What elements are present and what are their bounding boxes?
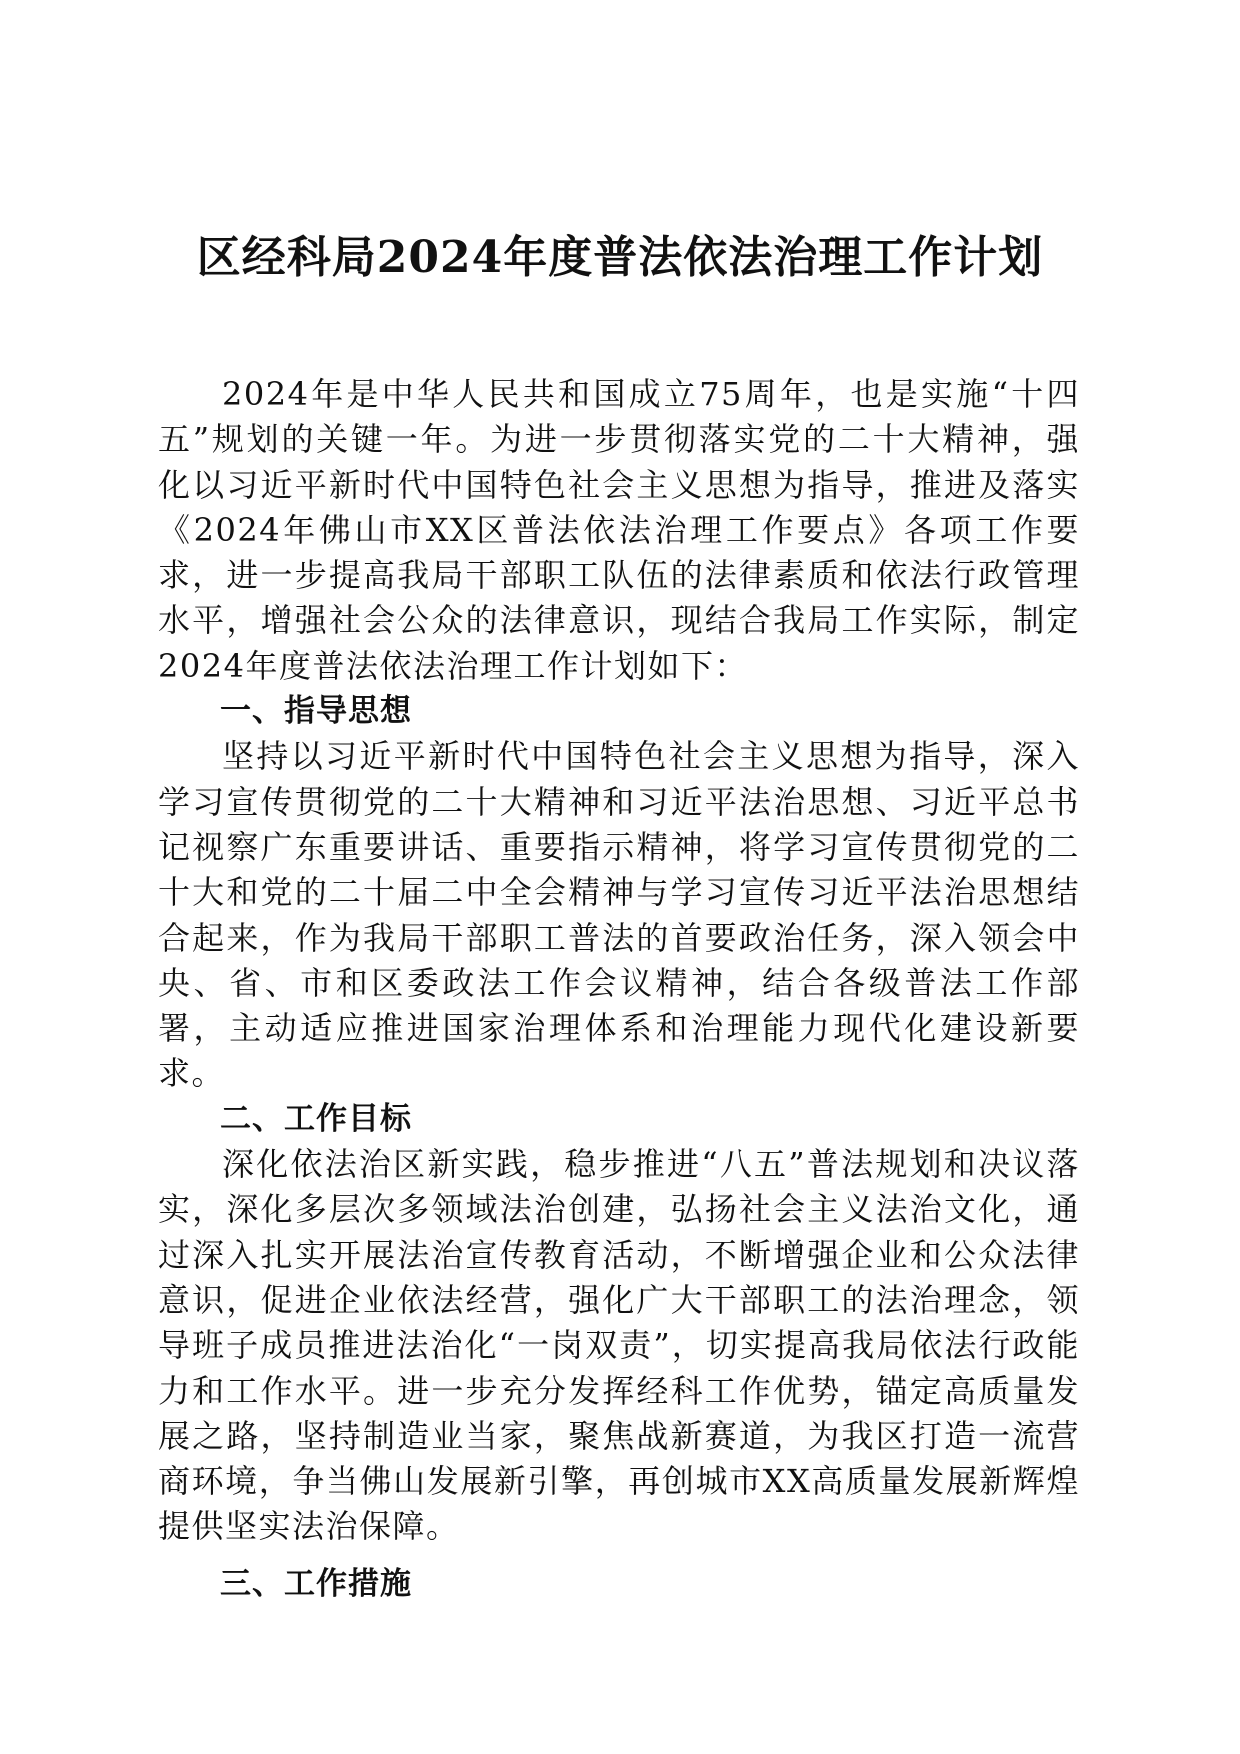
intro-paragraph: 2024年是中华人民共和国成立75周年，也是实施“十四五”规划的关键一年。为进一步贯彻落实党的二十大精神，强化以习近平新时代中国特色社会主义思想为指导，推进及落实《2024年佛山市XX区普法依法治理工作要点》各项工作要求，进一步提高我局干部职工队伍的法律素质和依法行政管理水平，增强社会公众的法律意识，现结合我局工作实际，制定2024年度普法依法治理工作计划如下：	[158, 375, 1080, 685]
document-body	[158, 372, 1080, 1607]
document-title: 区经科局2024年度普法依法治理工作计划	[196, 232, 1044, 283]
section-heading-guiding-ideology: 一、指导思想	[220, 693, 412, 730]
section-paragraph-work-goals: 深化依法治区新实践，稳步推进“八五”普法规划和决议落实，深化多层次多领域法治创建，弘扬社会主义法治文化，通过深入扎实开展法治宣传教育活动，不断增强企业和公众法律意识，促进企业依法经营，强化广大干部职工的法治理念，领导班子成员推进法治化“一岗双责”，切实提高我局依法行政能力和工作水平。进一步充分发挥经科工作优势，锚定高质量发展之路，坚持制造业当家，聚焦战新赛道，为我区打造一流营商环境，争当佛山发展新引擎，再创城市XX高质量发展新辉煌提供坚实法治保障。	[158, 1145, 1080, 1546]
section-heading-work-measures: 三、工作措施	[220, 1565, 412, 1602]
section-paragraph-guiding-ideology: 坚持以习近平新时代中国特色社会主义思想为指导，深入学习宣传贯彻党的二十大精神和习近平法治思想、习近平总书记视察广东重要讲话、重要指示精神，将学习宣传贯彻党的二十大和党的二十届二中全会精神与学习宣传习近平法治思想结合起来，作为我局干部职工普法的首要政治任务，深入领会中央、省、市和区委政法工作会议精神，结合各级普法工作部署，主动适应推进国家治理体系和治理能力现代化建设新要求。	[158, 737, 1080, 1093]
section-heading-work-goals: 二、工作目标	[220, 1100, 412, 1137]
